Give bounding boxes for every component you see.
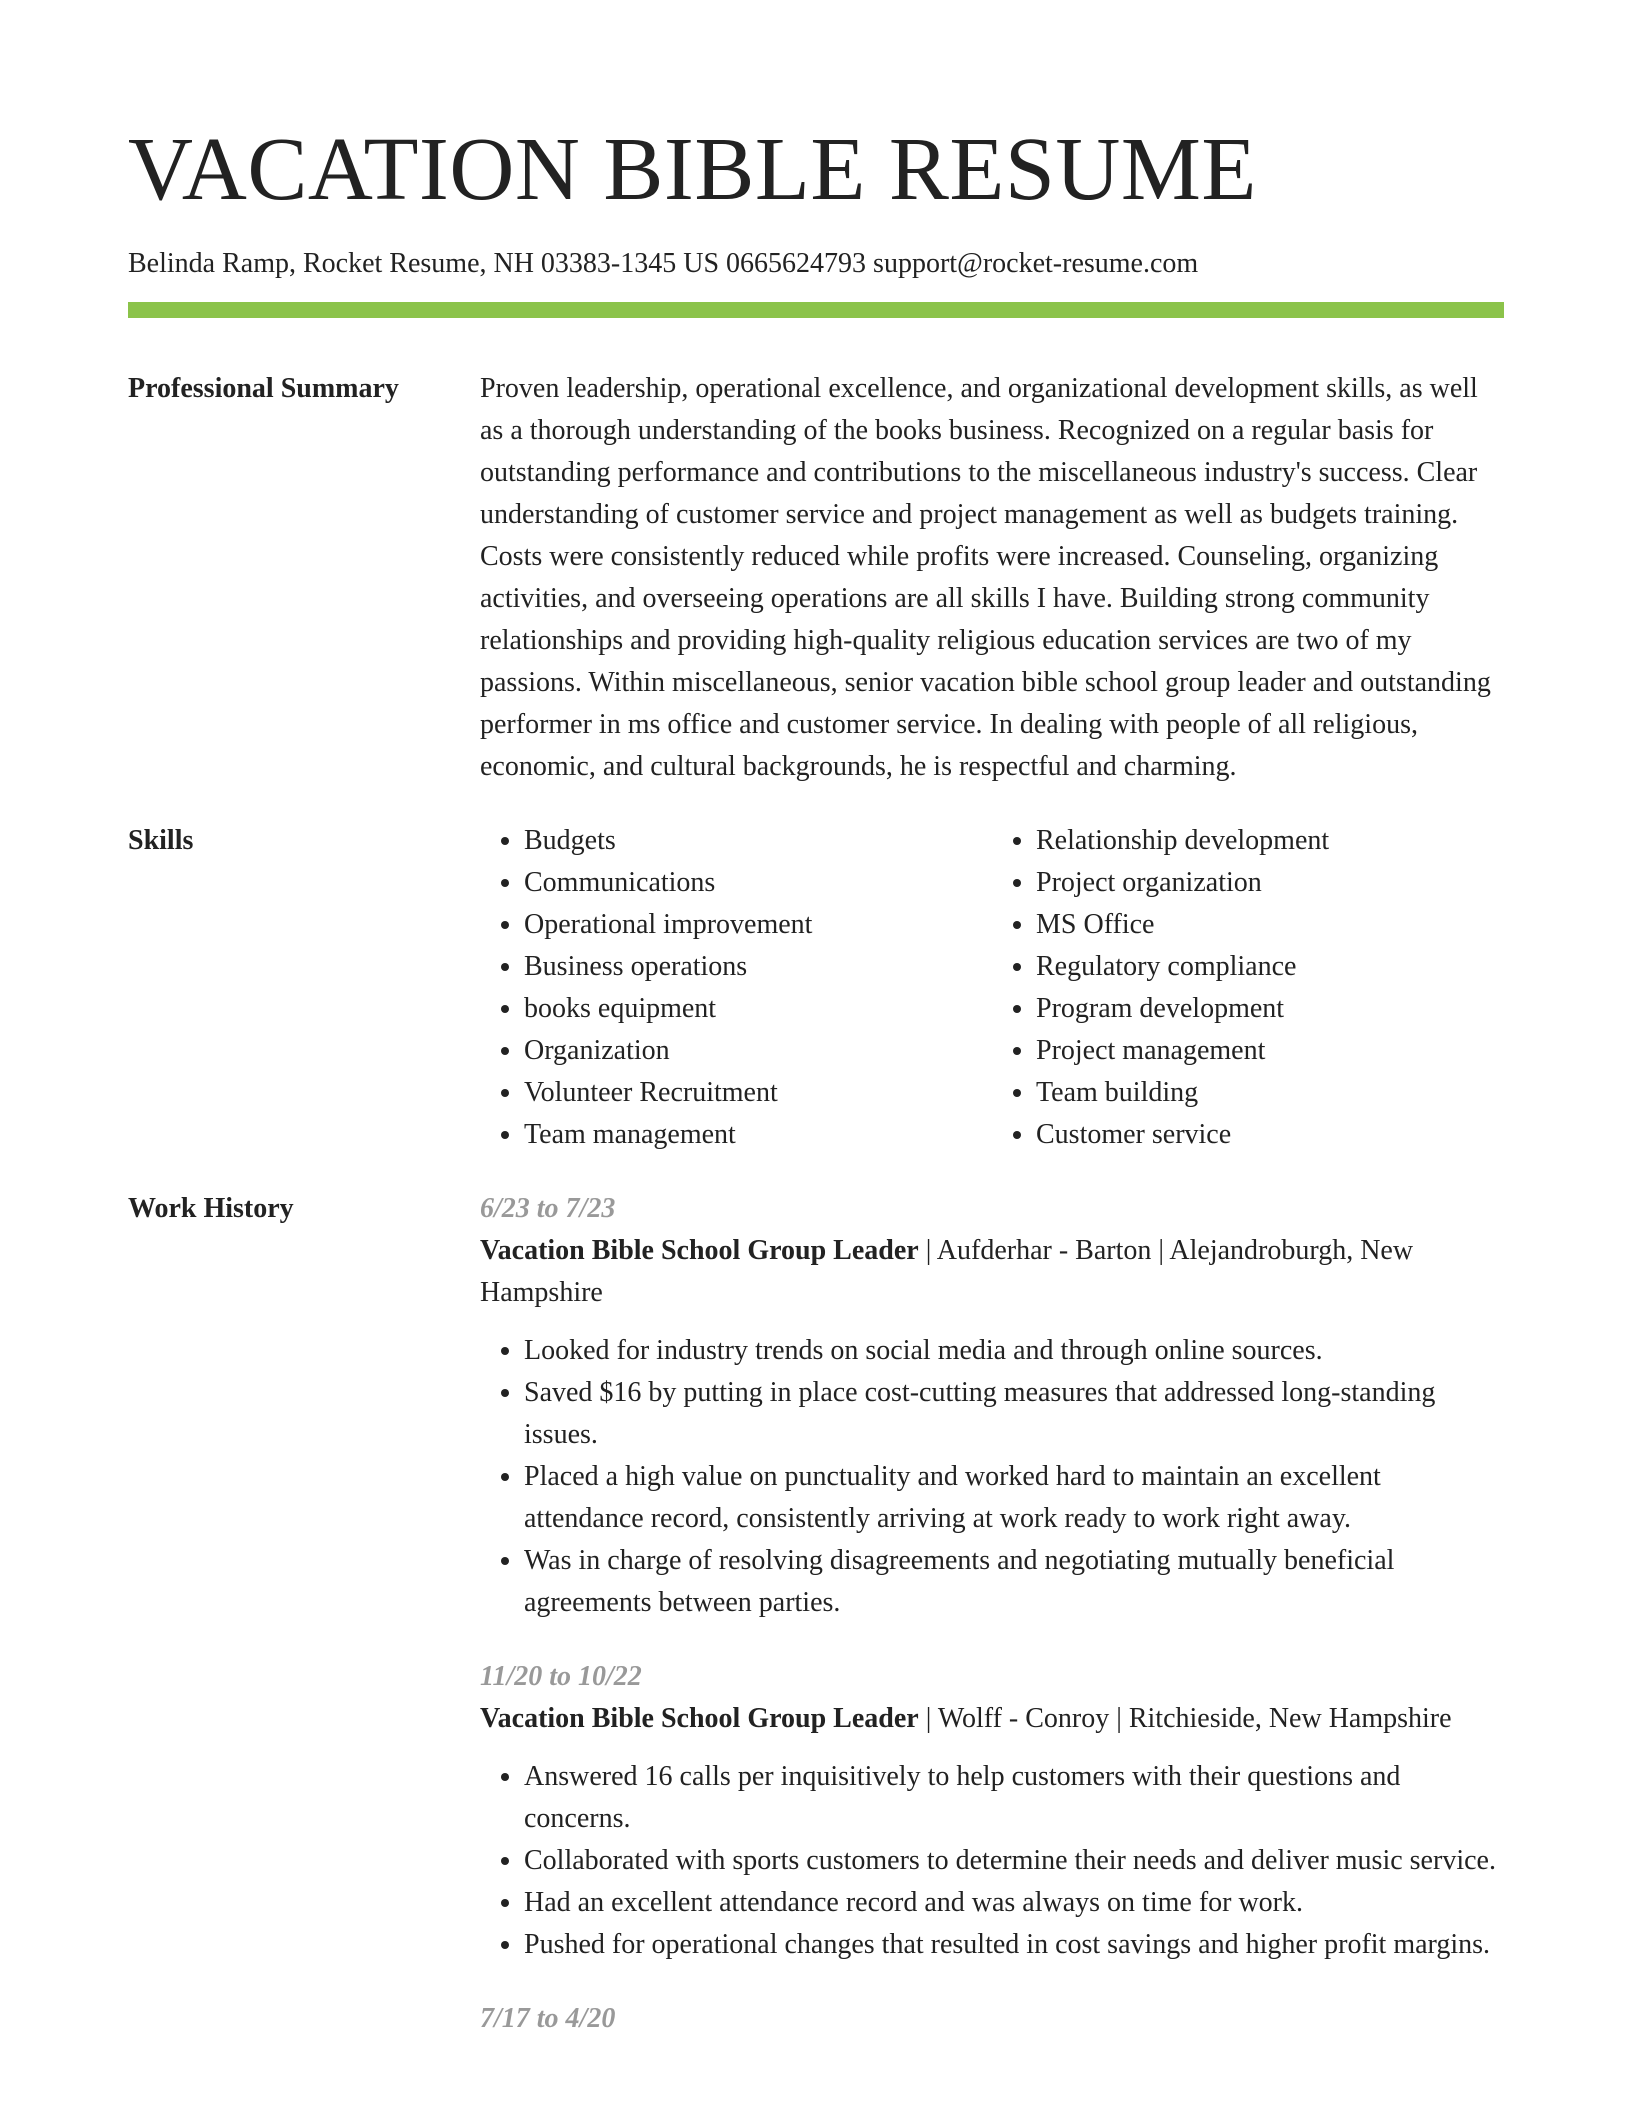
professional-summary-section [128,368,1504,788]
skill-item: • Volunteer Recruitment [524,1072,992,1114]
skills-list-right [992,820,1504,1156]
skills-columns [480,820,1504,1156]
skill-item: • Communications [524,862,992,904]
job-dates: 6/23 to 7/23 [480,1193,616,1224]
job-title: Vacation Bible School Group Leader [480,1235,919,1266]
skills-list-left [480,820,992,1156]
job-bullets [480,1330,1504,1624]
job-entry [480,1656,1504,1966]
skill-item: • Team management [524,1114,992,1156]
job-bullets [480,1756,1504,1966]
skill-item: • Team building [1036,1072,1504,1114]
job-dates: 7/17 to 4/20 [480,2003,616,2034]
contact-line: Belinda Ramp, Rocket Resume, NH 03383-1345 US 0665624793 support@rocket-resume.com [128,248,1199,279]
accent-divider [128,302,1504,318]
skills-section [128,820,1504,1156]
work-history-section [128,1188,1504,2072]
job-bullet: • Looked for industry trends on social media and through online sources. [524,1330,1504,1372]
skill-item: • Budgets [524,820,992,862]
skill-item: • Customer service [1036,1114,1504,1156]
job-bullet: • Collaborated with sports customers to determine their needs and deliver music service. [524,1840,1504,1882]
summary-text: Proven leadership, operational excellence, and organizational development skills, as well as a thorough understanding of the books business. Recognized on a regular basis for outstanding performance and contributions to the miscellaneous industry's success. Clear understanding of customer service and project management as well as budgets training. Costs were consistently reduced while profits were increased. Counseling, organizing activities, and overseeing operations are all skills I have. Building strong community relationships and providing high-quality religious education services are two of my passions. Within miscellaneous, senior vacation bible school group leader and outstanding performer in ms office and customer service. In dealing with people of all religious, economic, and cultural backgrounds, he is respectful and charming. [480,373,1491,782]
job-bullet: • Answered 16 calls per inquisitively to help customers with their questions and concerns. [524,1756,1504,1840]
skill-item: • Operational improvement [524,904,992,946]
job-bullet: • Was in charge of resolving disagreements and negotiating mutually beneficial agreements between parties. [524,1540,1504,1624]
skill-item: • books equipment [524,988,992,1030]
skill-item: • MS Office [1036,904,1504,946]
job-details: | Aufderhar - Barton | Alejandroburgh, New Hampshire [480,1235,1414,1308]
job-entry [480,1998,1504,2040]
job-bullet: • Had an excellent attendance record and was always on time for work. [524,1882,1504,1924]
skill-item: • Organization [524,1030,992,1072]
skill-item: • Project management [1036,1030,1504,1072]
job-bullet: • Pushed for operational changes that resulted in cost savings and higher profit margins. [524,1924,1504,1966]
summary-body [480,368,1504,788]
job-title: Vacation Bible School Group Leader [480,1703,919,1734]
section-label-skills: Skills [128,825,194,856]
section-label-work: Work History [128,1193,294,1224]
skill-item: • Project organization [1036,862,1504,904]
section-label-summary: Professional Summary [128,373,399,404]
skill-item: • Business operations [524,946,992,988]
job-heading [480,1698,1504,1740]
resume-title: VACATION BIBLE RESUME [128,120,1257,219]
job-details: | Wolff - Conroy | Ritchieside, New Hampshire [918,1703,1452,1734]
job-entry [480,1188,1504,1624]
work-body [480,1188,1504,2072]
skills-body [480,820,1504,1156]
skill-item: • Relationship development [1036,820,1504,862]
job-bullet: • Saved $16 by putting in place cost-cutting measures that addressed long-standing issues. [524,1372,1504,1456]
job-bullet: • Placed a high value on punctuality and worked hard to maintain an excellent attendance record, consistently arriving at work ready to work right away. [524,1456,1504,1540]
resume-page [128,120,1504,2072]
job-heading [480,1230,1504,1314]
skill-item: • Program development [1036,988,1504,1030]
job-dates: 11/20 to 10/22 [480,1661,642,1692]
skill-item: • Regulatory compliance [1036,946,1504,988]
